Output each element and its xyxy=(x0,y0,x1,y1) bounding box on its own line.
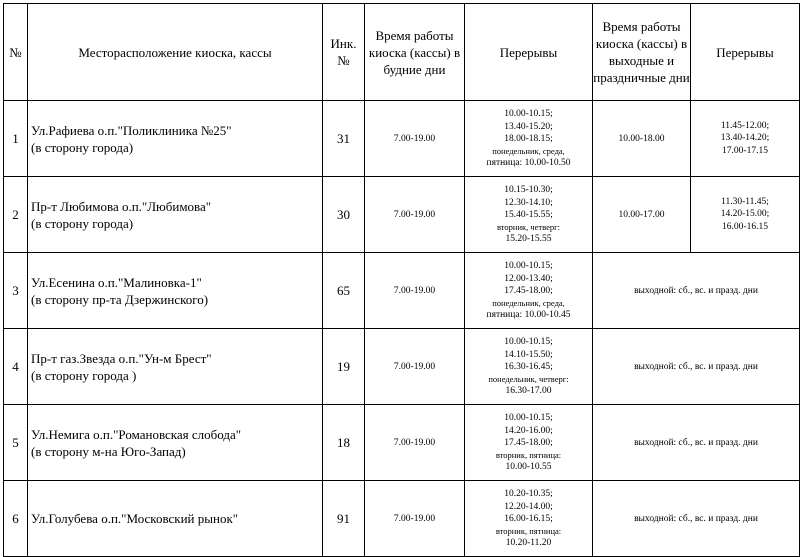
header-num: № xyxy=(4,4,28,101)
table-row xyxy=(4,329,800,405)
break-days: понедельник, среда, xyxy=(492,297,565,308)
break-item: 12.20-14.00; xyxy=(504,501,553,512)
row-weekday-breaks xyxy=(465,253,593,329)
row-location xyxy=(28,405,323,481)
row-inventory: 18 xyxy=(323,405,365,481)
row-num: 6 xyxy=(4,481,28,557)
break-item: 16.00-16.15; xyxy=(504,514,553,524)
row-inventory: 65 xyxy=(323,253,365,329)
break-days-time: 10.20-11.20 xyxy=(505,537,552,548)
location-direction: (в сторону города) xyxy=(31,139,134,155)
row-inventory: 30 xyxy=(323,177,365,253)
row-num: 4 xyxy=(4,329,28,405)
table-row xyxy=(4,253,800,329)
location-line: Пр-т газ.Звезда о.п."Ун-м Брест" xyxy=(31,350,212,366)
break-days-time: 16.30-17.00 xyxy=(505,385,552,396)
row-weekend-closed: выходной: сб., вс. и празд. дни xyxy=(593,253,800,329)
row-inventory: 91 xyxy=(323,481,365,557)
table-row xyxy=(4,405,800,481)
header-row xyxy=(4,4,800,101)
break-item: 10.15-10.30; xyxy=(504,185,553,195)
break-item: 10.00-10.15; xyxy=(504,337,553,347)
row-weekday-hours: 7.00-19.00 xyxy=(365,177,465,253)
break-days-time: пятница: 10.00-10.45 xyxy=(486,309,571,320)
location-line: Ул.Рафиева о.п."Поликлиника №25" xyxy=(31,122,232,138)
break-item: 12.00-13.40; xyxy=(504,273,553,284)
row-weekend-breaks xyxy=(691,177,800,253)
location-line: Ул.Немига о.п."Романовская слобода" xyxy=(31,426,242,442)
row-weekday-breaks xyxy=(465,101,593,177)
break-item: 16.00-16.15 xyxy=(722,221,768,232)
row-weekday-breaks xyxy=(465,481,593,557)
break-item: 10.00-10.15; xyxy=(504,109,553,119)
table-row xyxy=(4,481,800,557)
break-item: 11.45-12.00; xyxy=(720,120,770,131)
break-item: 17.00-17.15 xyxy=(722,145,768,156)
location-direction: (в сторону города ) xyxy=(31,367,137,383)
row-weekday-hours: 7.00-19.00 xyxy=(365,101,465,177)
break-item: 10.00-10.15; xyxy=(504,261,553,271)
break-days-time: 10.00-10.55 xyxy=(505,461,552,472)
break-item: 16.30-16.45; xyxy=(504,362,553,372)
break-item: 14.20-16.00; xyxy=(504,425,553,436)
row-weekend-breaks xyxy=(691,101,800,177)
row-num: 2 xyxy=(4,177,28,253)
row-inventory: 31 xyxy=(323,101,365,177)
break-days: вторник, четверг: xyxy=(497,221,560,232)
break-days-time: 15.20-15.55 xyxy=(505,233,552,244)
table-row xyxy=(4,177,800,253)
header-inventory: Инк. № xyxy=(323,4,365,101)
break-item: 13.40-14.20; xyxy=(720,133,770,144)
row-weekend-hours: 10.00-18.00 xyxy=(593,101,691,177)
header-weekday-breaks: Перерывы xyxy=(465,4,593,101)
kiosk-schedule-table xyxy=(3,3,800,557)
header-weekday-hours: Время работы киоска (кассы) в будние дни xyxy=(365,4,465,101)
row-weekday-breaks xyxy=(465,405,593,481)
break-days: вторник, пятница: xyxy=(495,449,562,460)
break-item: 14.10-15.50; xyxy=(504,349,553,360)
row-weekend-hours: 10.00-17.00 xyxy=(593,177,691,253)
location-line: Ул.Голубева о.п."Московский рынок" xyxy=(31,511,239,526)
break-days: понедельник, среда, xyxy=(492,145,565,156)
break-days: понедельник, четверг: xyxy=(488,373,569,384)
break-item: 11.30-11.45; xyxy=(721,196,769,207)
row-weekend-closed: выходной: сб., вс. и празд. дни xyxy=(593,329,800,405)
break-item: 10.20-10.35; xyxy=(504,489,553,499)
table-row xyxy=(4,101,800,177)
row-weekend-closed: выходной: сб., вс. и празд. дни xyxy=(593,405,800,481)
row-weekday-hours: 7.00-19.00 xyxy=(365,405,465,481)
location-line: Пр-т Любимова о.п."Любимова" xyxy=(31,198,212,214)
row-weekday-hours: 7.00-19.00 xyxy=(365,253,465,329)
row-weekday-breaks xyxy=(465,329,593,405)
row-location xyxy=(28,101,323,177)
row-num: 1 xyxy=(4,101,28,177)
row-inventory: 19 xyxy=(323,329,365,405)
break-item: 18.00-18.15; xyxy=(504,134,553,144)
location-direction: (в сторону пр-та Дзержинского) xyxy=(31,291,209,307)
row-weekend-closed: выходной: сб., вс. и празд. дни xyxy=(593,481,800,557)
break-days: вторник, пятница: xyxy=(495,525,562,536)
row-location xyxy=(28,329,323,405)
break-item: 15.40-15.55; xyxy=(504,210,553,220)
header-location: Месторасположение киоска, кассы xyxy=(28,4,323,101)
location-direction: (в сторону м-на Юго-Запад) xyxy=(31,443,186,459)
row-weekday-hours: 7.00-19.00 xyxy=(365,481,465,557)
break-item: 14.20-15.00; xyxy=(720,209,770,220)
row-weekday-hours: 7.00-19.00 xyxy=(365,329,465,405)
row-location xyxy=(28,177,323,253)
location-direction: (в сторону города) xyxy=(31,215,134,231)
header-weekend-hours: Время работы киоска (кассы) в выходные и праздничные дни xyxy=(593,4,691,101)
location-line: Ул.Есенина о.п."Малиновка-1" xyxy=(31,274,202,290)
row-location xyxy=(28,481,323,557)
break-item: 17.45-18.00; xyxy=(504,286,553,296)
break-item: 10.00-10.15; xyxy=(504,413,553,423)
break-days-time: пятница: 10.00-10.50 xyxy=(486,157,571,168)
row-location xyxy=(28,253,323,329)
row-num: 5 xyxy=(4,405,28,481)
header-weekend-breaks: Перерывы xyxy=(691,4,800,101)
break-item: 12.30-14.10; xyxy=(504,197,553,208)
row-weekday-breaks xyxy=(465,177,593,253)
row-num: 3 xyxy=(4,253,28,329)
break-item: 17.45-18.00; xyxy=(504,438,553,448)
break-item: 13.40-15.20; xyxy=(504,121,553,132)
